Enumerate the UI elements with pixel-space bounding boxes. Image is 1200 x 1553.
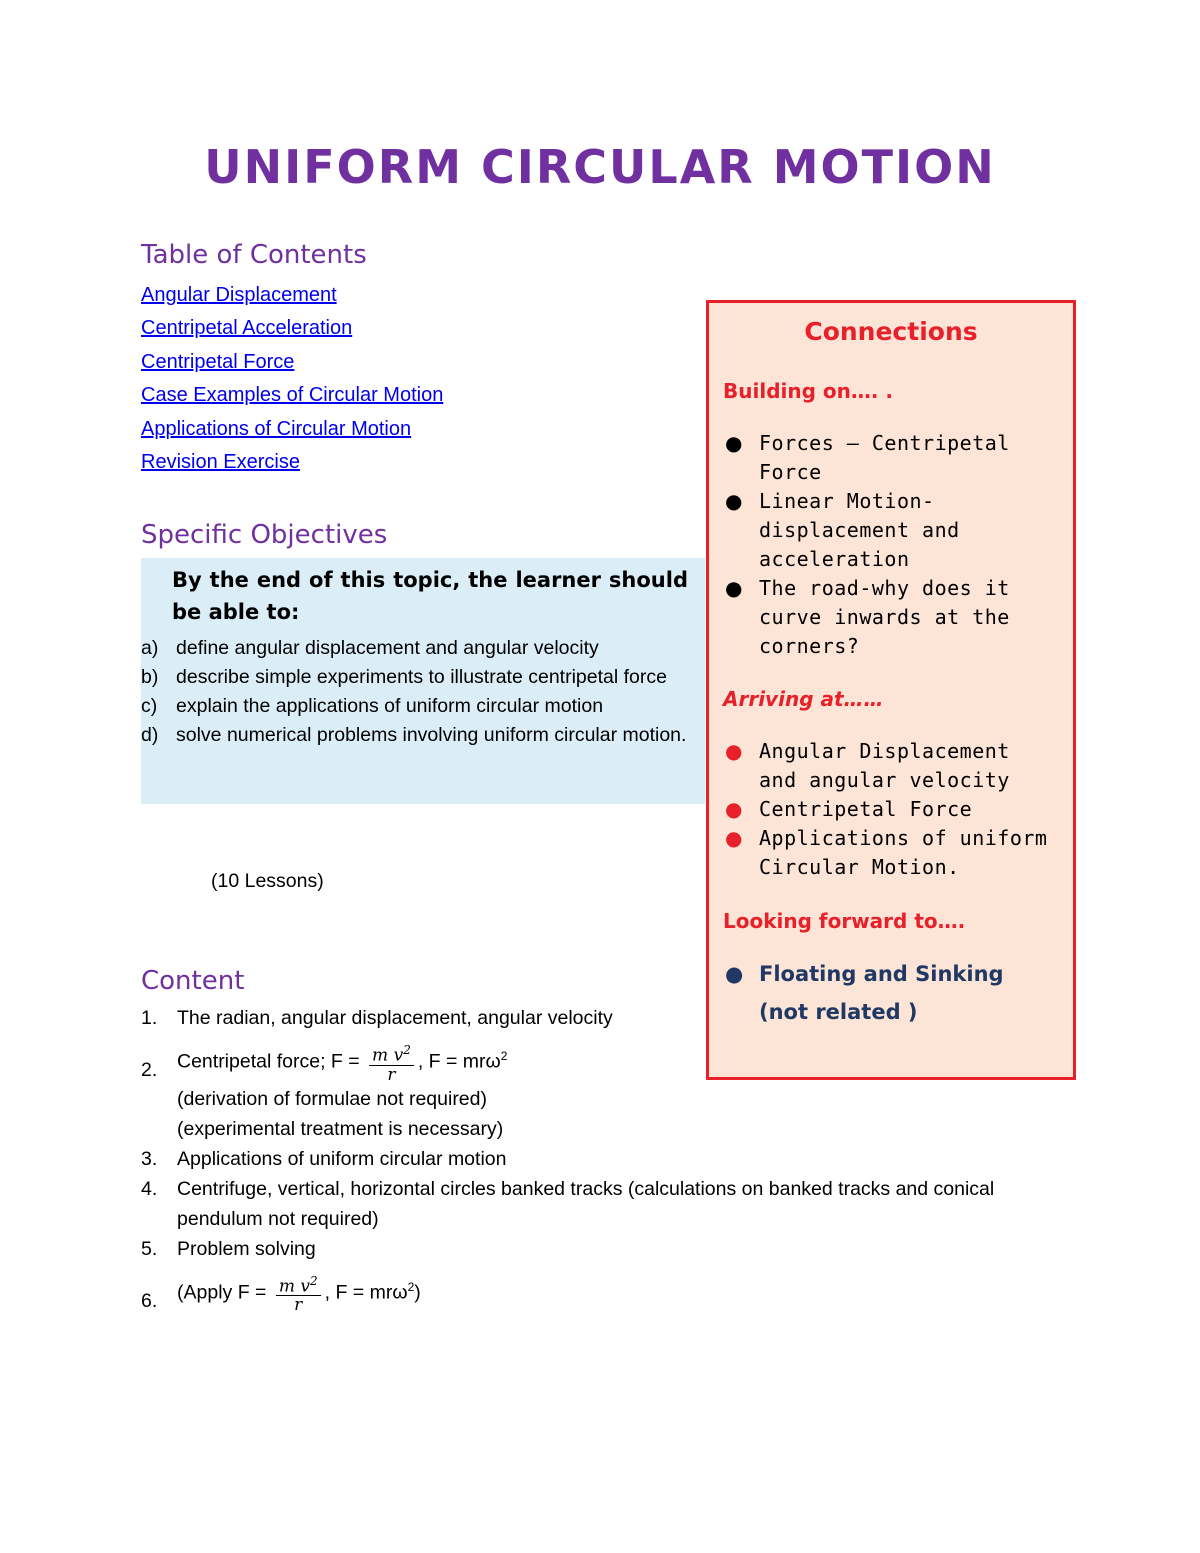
bullet-icon: ● <box>725 489 743 513</box>
toc-link-centripetal-force[interactable]: Centripetal Force <box>141 350 295 373</box>
objective-item <box>141 663 689 692</box>
arriving-at-text: Applications of uniform Circular Motion. <box>759 826 1048 879</box>
toc-item <box>141 416 443 449</box>
content-number: 5. <box>141 1237 158 1260</box>
formula-suffix: , F = mrω <box>417 1050 501 1073</box>
building-on-item <box>723 429 1059 487</box>
content-number: 6. <box>141 1289 158 1312</box>
arriving-at-item <box>723 824 1059 882</box>
fraction-denominator: r <box>387 1064 396 1085</box>
content-text: Applications of uniform circular motion <box>177 1147 507 1170</box>
formula-line <box>177 1272 1061 1315</box>
content-note: (derivation of formulae not required) <box>177 1087 487 1110</box>
building-on-label: Building on…. . <box>723 379 894 403</box>
looking-forward-list <box>723 955 1059 1031</box>
objectives-intro: By the end of this topic, the learner should be able to: <box>172 568 688 624</box>
formula-exponent: 2 <box>500 1049 508 1063</box>
building-on-text: The road-why does it curve inwards at the corners? <box>759 576 1010 658</box>
arriving-at-item <box>723 737 1059 795</box>
formula-prefix: Centripetal force; F = <box>177 1050 360 1073</box>
building-on-list <box>723 429 1059 661</box>
formula-exponent: 2 <box>407 1279 415 1294</box>
fraction-denominator: r <box>294 1295 303 1316</box>
toc-item <box>141 349 443 382</box>
toc-heading: Table of Contents <box>141 240 367 270</box>
content-number: 3. <box>141 1147 158 1170</box>
content-heading: Content <box>141 966 245 996</box>
content-number: 4. <box>141 1177 158 1200</box>
content-item <box>141 1174 1061 1234</box>
content-item <box>141 1272 1061 1315</box>
toc-item <box>141 382 443 415</box>
toc-item <box>141 449 443 482</box>
content-number: 1. <box>141 1007 158 1029</box>
toc-item <box>141 315 443 348</box>
bullet-icon: ● <box>725 797 743 821</box>
bullet-icon: ● <box>725 962 744 986</box>
objective-item <box>141 692 689 721</box>
content-item <box>141 1144 1061 1174</box>
objective-marker: b) <box>141 666 159 688</box>
content-text: Centrifuge, vertical, horizontal circles banked tracks (calculations on banked tracks and conical pendulum not required) <box>177 1177 995 1230</box>
objective-text: explain the applications of uniform circular motion <box>176 695 604 717</box>
content-note: (experimental treatment is necessary) <box>177 1117 504 1140</box>
objectives-heading: Specific Objectives <box>141 520 388 550</box>
formula-fraction <box>276 1272 321 1315</box>
looking-forward-text: Floating and Sinking (not related ) <box>759 962 1004 1024</box>
arriving-at-item <box>723 795 1059 824</box>
toc-link-case-examples[interactable]: Case Examples of Circular Motion <box>141 384 444 407</box>
fraction-numerator: m $v^2$ <box>276 1272 321 1297</box>
objective-text: define angular displacement and angular velocity <box>176 637 599 659</box>
content-text: The radian, angular displacement, angular velocity <box>177 1007 613 1029</box>
content-text: Problem solving <box>177 1237 316 1260</box>
fraction-numerator: m $v^2$ <box>369 1041 414 1066</box>
bullet-icon: ● <box>725 826 743 850</box>
formula-fraction <box>369 1041 414 1084</box>
objective-text: solve numerical problems involving uniform circular motion. <box>176 724 687 746</box>
toc-link-angular-displacement[interactable]: Angular Displacement <box>141 284 337 306</box>
content-item <box>141 1234 1061 1264</box>
objective-marker: d) <box>141 724 159 746</box>
objective-marker: c) <box>141 695 158 717</box>
building-on-item <box>723 487 1059 574</box>
objectives-list <box>141 634 689 750</box>
lessons-count: (10 Lessons) <box>211 870 324 892</box>
formula-suffix: , F = mrω <box>324 1281 408 1304</box>
building-on-item <box>723 574 1059 661</box>
arriving-at-label: Arriving at…… <box>723 687 884 711</box>
formula-close: ) <box>414 1281 421 1304</box>
table-of-contents <box>141 282 443 482</box>
toc-link-applications[interactable]: Applications of Circular Motion <box>141 417 412 440</box>
bullet-icon: ● <box>725 431 743 455</box>
bullet-icon: ● <box>725 576 743 600</box>
document-title: UNIFORM CIRCULAR MOTION <box>204 140 996 194</box>
looking-forward-item <box>723 955 1059 1031</box>
toc-link-centripetal-acceleration[interactable]: Centripetal Acceleration <box>141 317 353 340</box>
arriving-at-text: Angular Displacement and angular velocity <box>759 739 1010 792</box>
toc-link-revision-exercise[interactable]: Revision Exercise <box>141 450 300 473</box>
objective-item <box>141 634 689 663</box>
connections-box <box>706 300 1076 1080</box>
content-number: 2. <box>141 1059 158 1081</box>
objective-item <box>141 721 689 750</box>
looking-forward-label: Looking forward to…. <box>723 909 966 933</box>
bullet-icon: ● <box>725 739 743 763</box>
building-on-text: Linear Motion- displacement and acceleration <box>759 489 960 571</box>
formula-prefix: (Apply F = <box>177 1281 267 1304</box>
toc-item <box>141 282 443 315</box>
objective-text: describe simple experiments to illustrate centripetal force <box>176 666 667 688</box>
arriving-at-list <box>723 737 1059 882</box>
objective-marker: a) <box>141 637 159 659</box>
arriving-at-text: Centripetal Force <box>759 797 973 821</box>
building-on-text: Forces – Centripetal Force <box>759 431 1010 484</box>
connections-title: Connections <box>804 317 978 346</box>
